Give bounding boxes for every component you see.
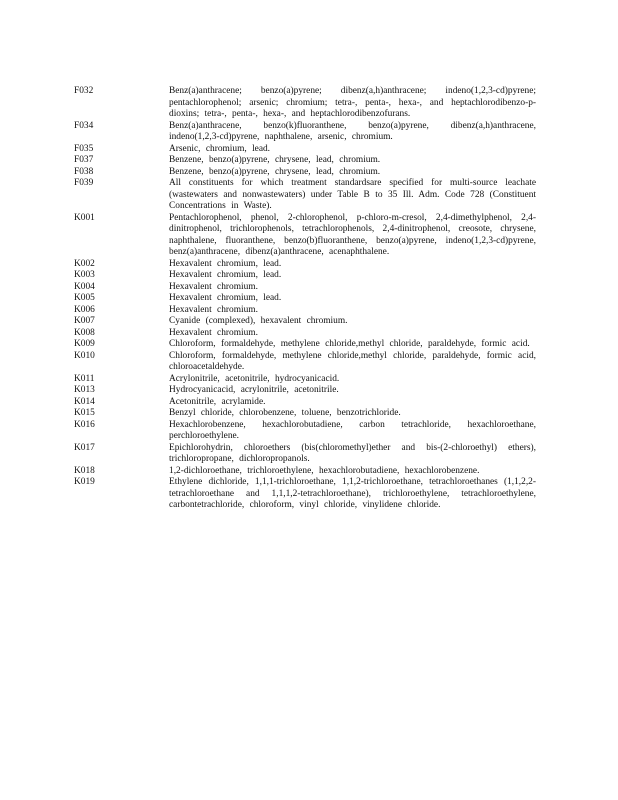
waste-code: F038 xyxy=(74,166,94,177)
table-row xyxy=(74,144,544,156)
constituent-list: Arsenic, chromium, lead. xyxy=(169,143,271,154)
waste-code: K013 xyxy=(74,385,95,395)
table-row xyxy=(74,282,544,294)
waste-code: K017 xyxy=(74,442,95,453)
constituent-list: Epichlorohydrin, chloroethers (bis(chloromethyl)ether and bis-(2-chloroethyl) ethers), trichloropropane, dichloropropanols. xyxy=(169,442,536,464)
waste-code: K016 xyxy=(74,419,95,430)
table-row xyxy=(74,316,544,328)
waste-code: K014 xyxy=(74,396,95,407)
waste-code: K011 xyxy=(74,373,95,384)
table-row xyxy=(74,328,544,340)
table-row xyxy=(74,178,544,213)
waste-code: K001 xyxy=(74,212,95,223)
table-row xyxy=(74,466,544,478)
waste-code: K006 xyxy=(74,304,95,315)
waste-code: F032 xyxy=(74,86,94,96)
waste-code: F034 xyxy=(74,120,94,131)
constituent-list: Hexavalent chromium, lead. xyxy=(169,258,282,269)
constituent-list: Hexachlorobenzene, hexachlorobutadiene, carbon tetrachloride, hexachloroethane, perchloroethylene. xyxy=(169,419,536,441)
constituent-list: Chloroform, formaldehyde, methylene chloride,methyl chloride, paraldehyde, formic acid. xyxy=(169,339,530,349)
waste-code: F035 xyxy=(74,143,94,154)
waste-code: F039 xyxy=(74,178,94,188)
waste-code: K004 xyxy=(74,281,95,292)
table-row xyxy=(74,293,544,305)
table-row xyxy=(74,408,544,420)
waste-code: K002 xyxy=(74,258,95,269)
constituent-list: Acetonitrile, acrylamide. xyxy=(169,396,266,407)
table-row xyxy=(74,121,544,144)
waste-code: K007 xyxy=(74,316,95,326)
table-row xyxy=(74,374,544,386)
table-row xyxy=(74,420,544,443)
table-row xyxy=(74,259,544,271)
constituent-list: 1,2-dichloroethane, trichloroethylene, hexachlorobutadiene, hexachlorobenzene. xyxy=(169,465,480,476)
constituent-list: Benz(a)anthracene, benzo(k)fluoranthene, benzo(a)pyrene, dibenz(a,h)anthracene, indeno(1,2,3-cd)pyrene, naphthalene, arsenic, chromium. xyxy=(169,120,536,142)
constituent-list: Benzene, benzo(a)pyrene, chrysene, lead, chromium. xyxy=(169,155,381,165)
constituent-list: Hexavalent chromium. xyxy=(169,327,258,338)
constituent-list: Hexavalent chromium, lead. xyxy=(169,270,282,280)
waste-code: K005 xyxy=(74,293,95,303)
constituent-list: All constituents for which treatment standardsare specified for multi-source leachate (wastewaters and nonwastewaters) under Table B to 35 Ill. Adm. Code 728 (Constituent Concentrations in Waste). xyxy=(169,178,536,211)
table-row xyxy=(74,339,544,351)
waste-code: K008 xyxy=(74,327,95,338)
waste-code: K009 xyxy=(74,339,95,349)
table-row xyxy=(74,270,544,282)
table-row xyxy=(74,477,544,512)
constituent-list: Hexavalent chromium, lead. xyxy=(169,293,282,303)
table-row xyxy=(74,351,544,374)
waste-code: K018 xyxy=(74,465,95,476)
constituent-list: Acrylonitrile, acetonitrile, hydrocyanicacid. xyxy=(169,373,340,384)
waste-code: K003 xyxy=(74,270,95,280)
table-row xyxy=(74,167,544,179)
waste-code: K010 xyxy=(74,350,95,361)
hazardous-waste-constituent-table xyxy=(74,86,544,512)
waste-code: K019 xyxy=(74,477,95,487)
constituent-list: Pentachlorophenol, phenol, 2-chlorophenol, p-chloro-m-cresol, 2,4-dimethylphenol, 2,4-dinitrophenol, trichlorophenols, tetrachlorophenols, 2,4-dinitrophenol, creosote, chrysene, naphthalene, fluoranthene, benzo(b)fluoranthene, benzo(a)pyrene, indeno(1,2,3-cd)pyrene, benz(a)anthracene, dibenz(a)anthracene, acenaphthalene. xyxy=(169,212,536,257)
table-row xyxy=(74,305,544,317)
constituent-list: Benzene, benzo(a)pyrene, chrysene, lead, chromium. xyxy=(169,166,381,177)
constituent-list: Ethylene dichloride, 1,1,1-trichloroethane, 1,1,2-trichloroethane, tetrachloroethanes (1,1,2,2-tetrachloroethane and 1,1,1,2-tetrachloroethane), trichloroethylene, tetrachloroethylene, carbontetrachloride, chloroform, vinyl chloride, vinylidene chloride. xyxy=(169,477,536,510)
constituent-list: Hexavalent chromium. xyxy=(169,304,258,315)
table-row xyxy=(74,385,544,397)
table-row xyxy=(74,155,544,167)
constituent-list: Cyanide (complexed), hexavalent chromium. xyxy=(169,316,348,326)
table-row xyxy=(74,443,544,466)
waste-code: K015 xyxy=(74,408,95,418)
waste-code: F037 xyxy=(74,155,94,165)
table-row xyxy=(74,86,544,121)
constituent-list: Benz(a)anthracene; benzo(a)pyrene; dibenz(a,h)anthracene; indeno(1,2,3-cd)pyrene; pentachlorophenol; arsenic; chromium; tetra-, penta-, hexa-, and heptachlorodibenzo-p-dioxins; tetra-, penta-, hexa-, and heptachlorodibenzofurans. xyxy=(169,86,536,119)
constituent-list: Chloroform, formaldehyde, methylene chloride,methyl chloride, paraldehyde, formic acid, chloroacetaldehyde. xyxy=(169,350,536,372)
constituent-list: Benzyl chloride, chlorobenzene, toluene, benzotrichloride. xyxy=(169,408,401,418)
table-row xyxy=(74,397,544,409)
constituent-list: Hexavalent chromium. xyxy=(169,281,258,292)
table-row xyxy=(74,213,544,259)
constituent-list: Hydrocyanicacid, acrylonitrile, acetonitrile. xyxy=(169,385,339,395)
